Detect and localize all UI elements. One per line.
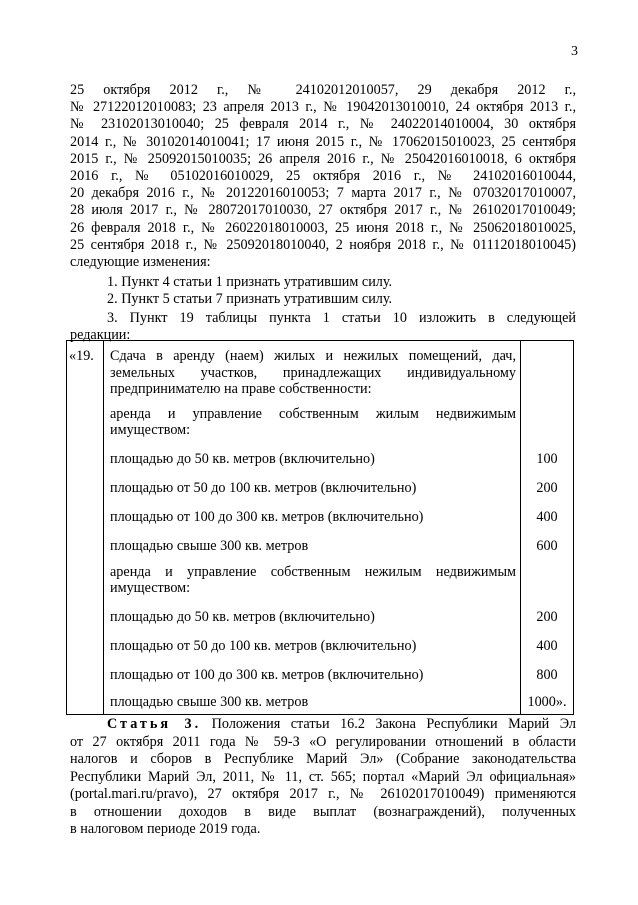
area-label: площадью от 100 до 300 кв. метров (включительно) <box>104 509 521 538</box>
category-cell <box>104 564 521 609</box>
area-label: площадью до 50 кв. метров (включительно) <box>104 609 521 638</box>
text-line: земельных участков, принадлежащих индивидуальному <box>110 364 516 381</box>
rate-value: 800 <box>521 667 574 694</box>
text-line: 20 декабря 2016 г., № 20122016010053; 7 марта 2017 г., № 07032017010007, <box>70 185 576 202</box>
area-label: площадью от 100 до 300 кв. метров (включительно) <box>104 667 521 694</box>
text-line: от 27 октября 2011 года № 59-З «О регулировании отношений в области <box>70 733 576 750</box>
category-cell <box>104 406 521 447</box>
rate-value: 100 <box>521 447 574 480</box>
text-line: имуществом: <box>110 422 191 438</box>
page-number: 3 <box>571 44 578 59</box>
text-line: аренда и управление собственным нежилым недвижимым <box>110 563 516 580</box>
rate-value: 200 <box>521 480 574 509</box>
value-cell <box>521 341 574 406</box>
text-line: предпринимателю на праве собственности: <box>110 381 372 397</box>
table-row <box>67 480 574 509</box>
rates-table <box>66 340 574 715</box>
table-row <box>67 694 574 715</box>
text-line: № 23102013010040; 25 февраля 2014 г., № 24022014010004, 30 октября <box>70 116 576 133</box>
rate-value: 400 <box>521 638 574 667</box>
rate-value: 1000». <box>521 694 574 715</box>
text-line: налогов и сборов в Республике Марий Эл» (Собрание законодательства <box>70 751 576 767</box>
text-line <box>70 716 576 734</box>
table-row <box>67 406 574 447</box>
text-line: № 27122012010083; 23 апреля 2013 г., № 19042013010010, 24 октября 2013 г., <box>70 99 576 116</box>
text-line: 2015 г., № 25092015010035; 26 апреля 2016 г., № 25042016010018, 6 октября <box>70 150 576 167</box>
table-row <box>67 564 574 609</box>
table-row <box>67 341 574 406</box>
table-row <box>67 638 574 667</box>
heading-cell <box>104 341 521 406</box>
text-line: (portal.mari.ru/pravo), 27 октября 2017 г., № 26102017010049) применяются <box>70 786 576 802</box>
area-label: площадью свыше 300 кв. метров <box>104 694 521 715</box>
text-line: Республики Марий Эл, 2011, № 11, ст. 565; портал «Марий Эл официальная» <box>70 768 576 785</box>
intro-paragraph <box>70 82 576 271</box>
area-label: площадью до 50 кв. метров (включительно) <box>104 447 521 480</box>
text-line: аренда и управление собственным жилым недвижимым <box>110 405 516 422</box>
table-row <box>67 509 574 538</box>
rate-value: 200 <box>521 609 574 638</box>
article-heading: Статья 3. <box>107 716 202 732</box>
area-label: площадью от 50 до 100 кв. метров (включительно) <box>104 480 521 509</box>
text-line: имуществом: <box>110 580 191 596</box>
table-row <box>67 447 574 480</box>
text-line: следующие изменения: <box>70 254 211 271</box>
text-line: редакции: <box>70 327 131 344</box>
article-text: Положения статьи 16.2 Закона Республики Марий Эл <box>201 716 577 732</box>
table-row <box>67 538 574 564</box>
text-line: Сдача в аренду (наем) жилых и нежилых помещений, дач, <box>110 348 516 364</box>
text-line: 3. Пункт 19 таблицы пункта 1 статьи 10 изложить в следующей <box>107 310 576 326</box>
area-label: площадью свыше 300 кв. метров <box>104 538 521 564</box>
text-line: 2016 г., № 05102016010029, 25 октября 2016 г., № 24102016010044, <box>70 168 576 185</box>
amendment-item-2: 2. Пункт 5 статьи 7 признать утратившим силу. <box>107 291 393 307</box>
amendment-item-1: 1. Пункт 4 статьи 1 признать утратившим силу. <box>107 274 393 290</box>
text-line: в налоговом периоде 2019 года. <box>70 821 261 837</box>
row-number: «19. <box>67 341 104 406</box>
text-line: 26 февраля 2018 г., № 26022018010003, 25 июня 2018 г., № 25062018010025, <box>70 219 576 236</box>
table-row <box>67 667 574 694</box>
rate-value: 400 <box>521 509 574 538</box>
table-row <box>67 609 574 638</box>
article-3 <box>70 716 576 839</box>
rate-value: 600 <box>521 538 574 564</box>
text-line: в отношении доходов в виде выплат (вознаграждений), полученных <box>70 803 576 820</box>
text-line: 28 июля 2017 г., № 28072017010030, 27 октября 2017 г., № 26102017010049; <box>70 202 576 219</box>
text-line: 25 октября 2012 г., № 24102012010057, 29 декабря 2012 г., <box>70 82 576 98</box>
area-label: площадью от 50 до 100 кв. метров (включительно) <box>104 638 521 667</box>
text-line: 2014 г., № 30102014010041; 17 июня 2015 г., № 17062015010023, 25 сентября <box>70 133 576 150</box>
text-line: 25 сентября 2018 г., № 25092018010040, 2 ноября 2018 г., № 01112018010045) <box>70 236 576 253</box>
